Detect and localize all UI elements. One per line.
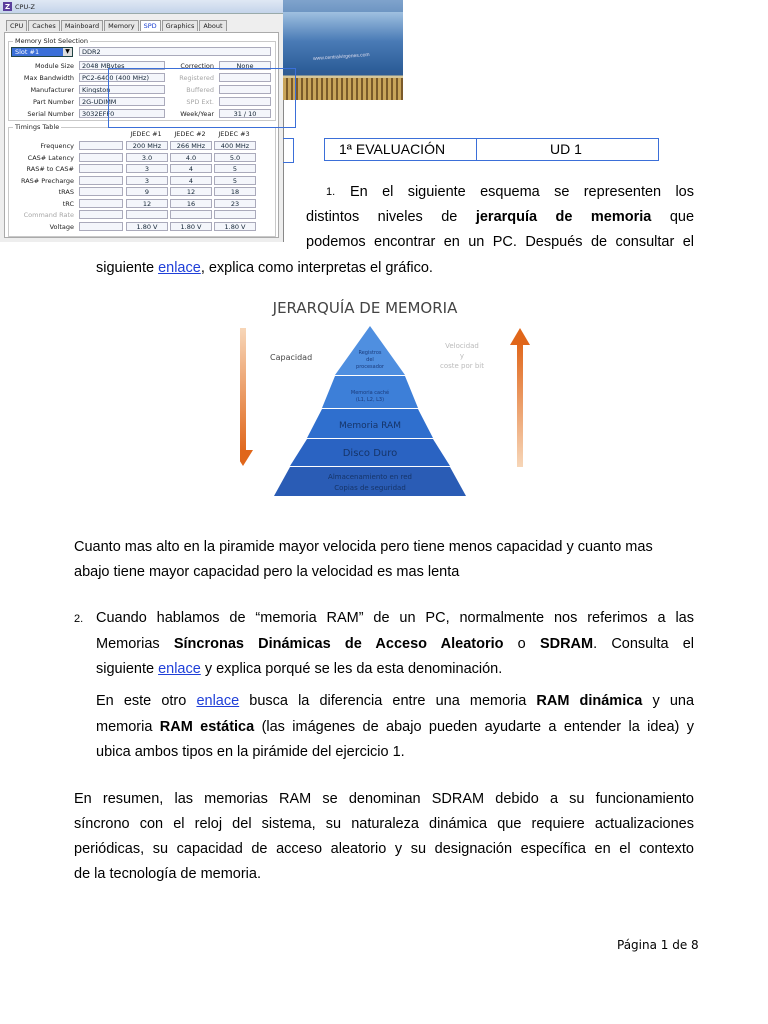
label-correction: Correction	[180, 62, 214, 70]
value-week-year: 31 / 10	[219, 109, 271, 118]
q1-line2	[306, 205, 694, 231]
slot-dropdown[interactable]	[11, 47, 73, 57]
label-part-number: Part Number	[32, 98, 74, 106]
q2-line3	[96, 657, 696, 683]
timing-value: 3.0	[126, 153, 168, 162]
q1-number: 1.	[326, 186, 336, 198]
cpuz-titlebar	[0, 0, 283, 14]
ram-stick	[283, 12, 403, 70]
value-max-bandwidth: PC2-6400 (400 MHz)	[79, 73, 165, 82]
cpuz-title: CPU-Z	[15, 2, 36, 11]
timing-blank-cell	[79, 199, 123, 208]
capacity-arrow-shaft	[240, 328, 246, 453]
jedec-1-header: JEDEC #1	[130, 130, 162, 138]
timing-blank-cell	[79, 153, 123, 162]
q2-line5-pre: memoria	[96, 719, 153, 735]
evaluation-cell	[324, 138, 477, 161]
q2-line5	[96, 715, 694, 741]
timing-value	[214, 210, 256, 219]
tab-about[interactable]: About	[199, 20, 226, 31]
answer1-line1: Cuanto mas alto en la piramide mayor velocida pero tiene menos capacidad y cuanto mas	[74, 539, 653, 555]
slot-dropdown-value: Slot #1	[15, 48, 40, 56]
timing-value: 1.80 V	[126, 222, 168, 231]
q1-line2-post: que	[669, 209, 695, 225]
q2-line2-mid: o	[517, 636, 526, 652]
q2-number: 2.	[74, 613, 84, 625]
timing-value: 4.0	[170, 153, 212, 162]
q1-enlace-link[interactable]: enlace	[158, 260, 201, 276]
value-part-number: 2G-UDIMM	[79, 97, 165, 106]
timing-blank-cell	[79, 210, 123, 219]
value-module-size: 2048 MBytes	[79, 61, 165, 70]
q2-line3-post: y explica porqué se les da esta denominación.	[204, 661, 503, 677]
timing-blank-cell	[79, 164, 123, 173]
tab-memory[interactable]: Memory	[104, 20, 138, 31]
evaluation-label: 1ª EVALUACIÓN	[339, 141, 446, 157]
q2-bold-ram-estatica: RAM estática	[159, 719, 255, 735]
timing-blank-cell	[79, 176, 123, 185]
timing-value	[126, 210, 168, 219]
answer2-line2: síncrono con el reloj del sistema, su naturaleza dinámica que requiere actualizaciones	[74, 816, 694, 832]
tab-caches[interactable]: Caches	[28, 20, 60, 31]
q2-enlace-link-2[interactable]: enlace	[196, 693, 240, 709]
timing-value: 1.80 V	[170, 222, 212, 231]
timing-value: 5	[214, 164, 256, 173]
q1-line2-pre: distintos niveles de	[306, 209, 458, 225]
timing-value: 5.0	[214, 153, 256, 162]
unit-label: UD 1	[550, 141, 582, 157]
overlay-frame-2	[283, 138, 294, 163]
timing-value: 5	[214, 176, 256, 185]
answer2-line3: periódicas, su capacidad de acceso aleatorio y su designación específica en el contexto	[74, 841, 694, 857]
timing-blank-cell	[79, 187, 123, 196]
q2-line3-pre: siguiente	[96, 661, 155, 677]
timing-value: 16	[170, 199, 212, 208]
memory-slot-legend: Memory Slot Selection	[15, 37, 88, 45]
timing-value: 18	[214, 187, 256, 196]
answer1-line2: abajo tiene mayor capacidad pero la velocidad es mas lenta	[74, 564, 460, 580]
tab-spd[interactable]: SPD	[140, 20, 161, 31]
cpuz-tabs	[6, 20, 228, 31]
timing-label: RAS# Precharge	[20, 176, 74, 185]
timing-value: 12	[170, 187, 212, 196]
timing-value: 23	[214, 199, 256, 208]
level-registers-l1: Registros	[358, 350, 382, 356]
q1-bold-term: jerarquía de memoria	[475, 209, 652, 225]
value-correction: None	[219, 61, 271, 70]
capacity-arrow-down-icon	[240, 450, 253, 466]
q2-line4-post: y una	[652, 693, 695, 709]
q2-line4	[96, 689, 694, 715]
timings-legend: Timings Table	[15, 123, 60, 131]
q2-line5-post: (las imágenes de abajo pueden ayudarte a entender la idea) y	[261, 719, 695, 735]
timing-label: Command Rate	[23, 211, 74, 219]
q2-bold-sdram: SDRAM	[539, 636, 594, 652]
label-registered: Registered	[179, 74, 214, 82]
label-serial-number: Serial Number	[27, 110, 74, 118]
timing-label: RAS# to CAS#	[26, 165, 74, 173]
answer2-line4: de la tecnología de memoria.	[74, 866, 261, 882]
timing-blank-cell	[79, 222, 123, 231]
timing-value	[170, 210, 212, 219]
q2-line4-mid: busca la diferencia entre una memoria	[249, 693, 527, 709]
unit-cell	[476, 138, 659, 161]
level-network-l2: Copias de seguridad	[334, 484, 406, 492]
timing-blank-cell	[79, 141, 123, 150]
cpuz-logo-icon: Z	[4, 2, 11, 11]
label-max-bandwidth: Max Bandwidth	[23, 74, 74, 82]
timing-label: tRAS	[58, 188, 74, 196]
speed-arrow-up-icon	[510, 328, 530, 345]
ram-pins	[283, 78, 403, 100]
q2-line4-pre: En este otro	[96, 693, 187, 709]
timing-value: 1.80 V	[214, 222, 256, 231]
level-cache-l2: (L1, L2, L3)	[355, 397, 385, 403]
label-module-size: Module Size	[34, 62, 74, 70]
timing-value: 4	[170, 164, 212, 173]
ram-photo-label: www.centralvirgenes.com	[312, 52, 370, 62]
timing-value: 200 MHz	[126, 141, 168, 150]
value-serial-number: 3032EFF0	[79, 109, 165, 118]
q1-line4-pre: siguiente	[96, 260, 155, 276]
jedec-3-header: JEDEC #3	[218, 130, 250, 138]
label-week-year: Week/Year	[180, 110, 214, 118]
timing-label: Voltage	[49, 222, 74, 231]
value-manufacturer: Kingston	[79, 85, 165, 94]
slot-type-field: DDR2	[79, 47, 271, 56]
q2-bold-ram-dinamica: RAM dinámica	[536, 693, 643, 709]
level-registers-l3: procesador	[356, 364, 384, 370]
pyramid-title: JERARQUÍA DE MEMORIA	[272, 299, 458, 317]
timing-value: 400 MHz	[214, 141, 256, 150]
speed-label-1: Velocidad	[445, 342, 479, 350]
tab-mainboard[interactable]: Mainboard	[61, 20, 103, 31]
answer2-line1: En resumen, las memorias RAM se denominan SDRAM debido a su funcionamiento	[74, 791, 694, 807]
timing-label: Frequency	[40, 142, 74, 150]
speed-arrow-shaft	[517, 342, 523, 467]
level-registers-l2: del	[366, 357, 374, 363]
memory-pyramid-figure	[240, 290, 540, 500]
q2-line2-pre: Memorias	[96, 636, 160, 652]
jedec-2-header: JEDEC #2	[174, 130, 206, 138]
q2-line2-post: . Consulta el	[593, 636, 695, 652]
q1-line1: En el siguiente esquema se representen los	[350, 184, 694, 200]
timing-value: 266 MHz	[170, 141, 212, 150]
page-number: Página 1 de 8	[617, 938, 699, 952]
tab-cpu[interactable]: CPU	[6, 20, 27, 31]
tab-graphics[interactable]: Graphics	[162, 20, 199, 31]
label-manufacturer: Manufacturer	[30, 86, 74, 94]
timing-label: tRC	[62, 199, 74, 208]
timing-value: 3	[126, 176, 168, 185]
timing-label: CAS# Latency	[27, 153, 74, 162]
q2-line2	[96, 632, 694, 658]
timing-value: 9	[126, 187, 168, 196]
timing-value: 3	[126, 164, 168, 173]
overlay-frame	[108, 68, 296, 128]
timing-value: 12	[126, 199, 168, 208]
q2-line1: Cuando hablamos de “memoria RAM” de un PC, normalmente nos referimos a las	[96, 610, 694, 626]
q2-enlace-link-1[interactable]: enlace	[158, 661, 201, 677]
q1-line4-post: , explica como interpretas el gráfico.	[200, 260, 433, 276]
q1-line4	[96, 256, 696, 282]
speed-label-3: coste por bit	[439, 362, 485, 370]
level-ram-label: Memoria RAM	[339, 421, 401, 431]
chevron-down-icon: ▼	[63, 48, 72, 56]
level-network-l1: Almacenamiento en red	[328, 473, 412, 481]
label-spd-ext: SPD Ext.	[186, 98, 214, 106]
timing-value: 4	[170, 176, 212, 185]
capacity-label: Capacidad	[270, 353, 313, 362]
level-disk-label: Disco Duro	[342, 448, 398, 459]
label-buffered: Buffered	[186, 86, 214, 94]
q2-line6: ubica ambos tipos en la pirámide del ejercicio 1.	[96, 744, 405, 760]
q1-line3: podemos encontrar en un PC. Después de consultar el	[306, 234, 694, 250]
ram-module-photo	[283, 0, 403, 100]
level-cache-l1: Memoria caché	[350, 390, 390, 396]
speed-label-2: y	[459, 352, 465, 360]
q2-bold-sdram-full: Síncronas Dinámicas de Acceso Aleatorio	[173, 636, 504, 652]
